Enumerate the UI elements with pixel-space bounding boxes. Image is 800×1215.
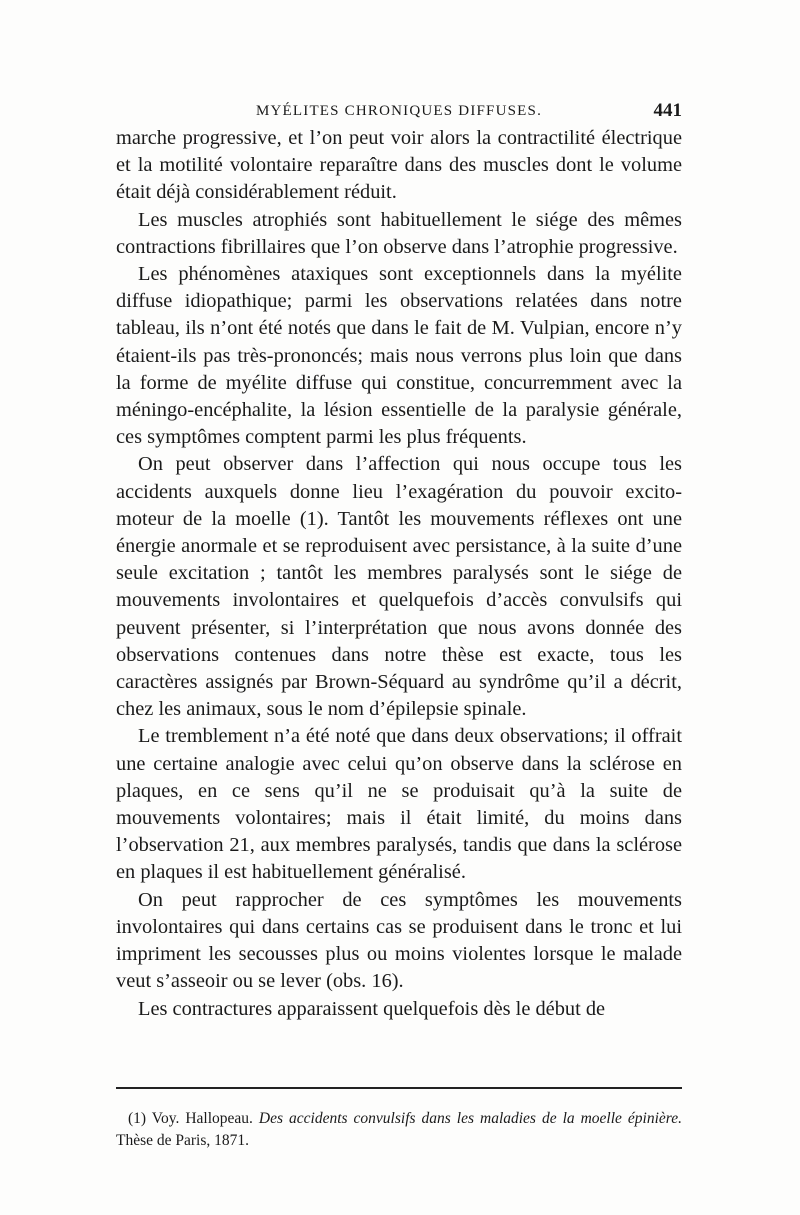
paragraph: marche progressive, et l’on peut voir alors la contractilité électrique et la motilité volontaire reparaître dans des muscles dont le volume était déjà considérablement réduit. xyxy=(116,127,682,204)
footnote-suffix: Thèse de Paris, 1871. xyxy=(116,1132,250,1149)
footnote xyxy=(116,1108,682,1152)
paragraph: Le tremblement n’a été noté que dans deux observations; il offrait une certaine analogie avec celui qu’on observe dans la sclérose en plaques, en ce sens qu’il ne se produisait qu’à la suite de mouvements volontaires; mais il était limité, du moins dans l’observation 21, aux membres paralysés, tandis que dans la sclérose en plaques il est habituellement généralisé. xyxy=(116,725,682,884)
paragraph: Les muscles atrophiés sont habituellement le siége des mêmes contractions fibrillaires que l’on observe dans l’atrophie progressive. xyxy=(116,208,682,258)
page-number: 441 xyxy=(653,100,682,121)
footnote-text xyxy=(116,1108,682,1152)
paragraph: Les phénomènes ataxiques sont exceptionnels dans la myélite diffuse idiopathique; parmi les observations relatées dans notre tableau, ils n’ont été notés que dans le fait de M. Vulpian, encore n’y étaient-ils pas très-prononcés; mais nous verrons plus loin que dans la forme de myélite diffuse qui constitue, concurremment avec la méningo-encéphalite, la lésion essentielle de la paralysie générale, ces symptômes comptent parmi les plus fréquents. xyxy=(116,263,682,449)
body-text xyxy=(116,125,682,1023)
paragraph: On peut observer dans l’affection qui nous occupe tous les accidents auxquels donne lieu l’exagération du pouvoir excito-moteur de la moelle (1). Tantôt les mouvements réflexes ont une énergie anormale et se reproduisent avec persistance, à la suite d’une seule excitation ; tantôt les membres paralysés sont le siége de mouvements involontaires et quelquefois d’accès convulsifs qui peuvent présenter, si l’interprétation que nous avons donnée des observations contenues dans notre thèse est exacte, tous les caractères assignés par Brown-Séquard au syndrôme qu’il a décrit, chez les animaux, sous le nom d’épilepsie spinale. xyxy=(116,453,682,721)
running-head xyxy=(116,100,682,124)
paragraph: Les contractures apparaissent quelquefois dès le début de xyxy=(138,997,606,1020)
footnote-title: Des accidents convulsifs dans les maladies de la moelle épinière. xyxy=(258,1110,683,1127)
paragraph: On peut rapprocher de ces symptômes les mouvements involontaires qui dans certains cas se produisent dans le tronc et lui impriment les secousses plus ou moins violentes lorsque le malade veut s’asseoir ou se lever (obs. 16). xyxy=(116,888,682,993)
footnote-prefix: Voy. Hallopeau. xyxy=(151,1110,253,1127)
running-title: MYÉLITES CHRONIQUES DIFFUSES. xyxy=(255,103,543,119)
footnote-rule xyxy=(116,1087,682,1089)
footnote-marker: (1) xyxy=(128,1110,147,1127)
